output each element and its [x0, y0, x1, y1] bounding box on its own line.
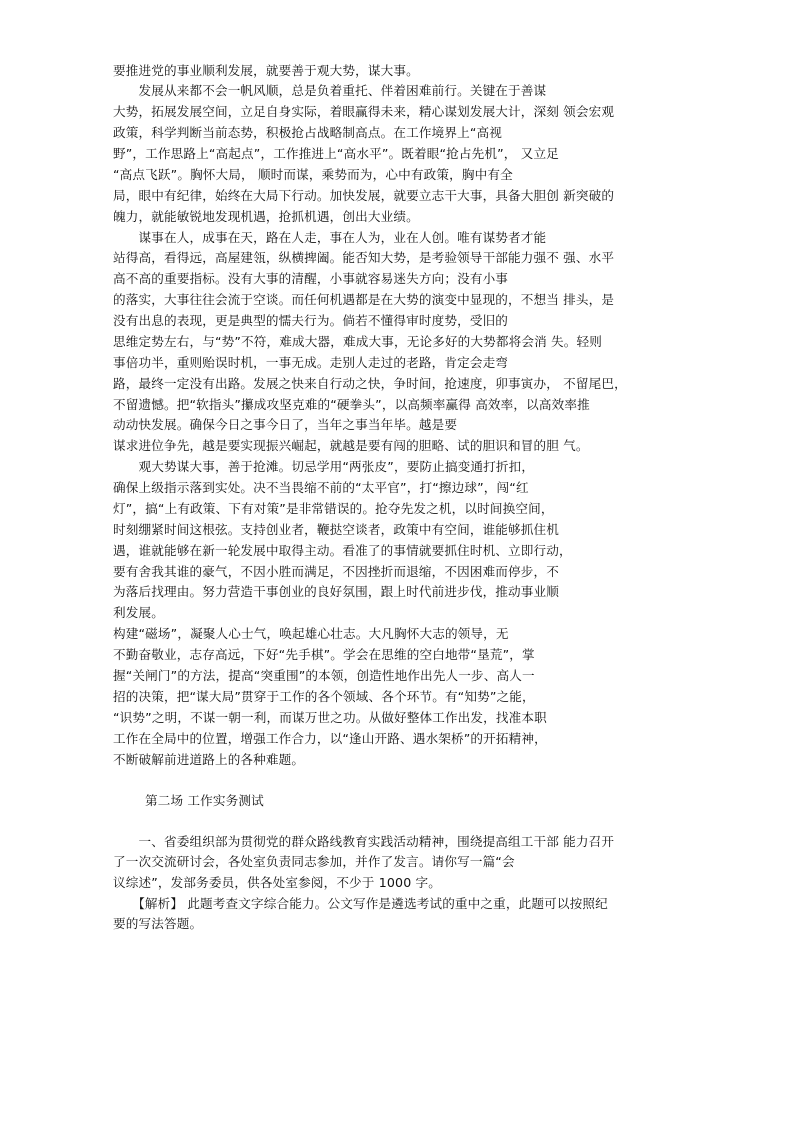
- paragraph-line: 灯”，搞“上有政策、下有对策”是非常错误的。抢夺先发之机，以时间换空间，: [113, 501, 554, 516]
- paragraph-line: 遇，谁就能够在新一轮发展中取得主动。看准了的事情就要抓住时机、立即行动，: [113, 543, 572, 558]
- paragraph-line: 不留遗憾。把“软指头”攥成攻坚克难的“硬拳头”，以高频率赢得 高效率，以高效率推: [113, 397, 590, 412]
- paragraph-line: 高不高的重要指标。没有大事的清醒，小事就容易迷失方向；没有小事: [113, 271, 509, 286]
- paragraph-line: 时刻绷紧时间这根弦。支持创业者，鞭挞空谈者，政策中有空间，谁能够抓住机: [113, 522, 560, 537]
- paragraph-line: 利发展。: [113, 605, 164, 620]
- paragraph-line: 要推进党的事业顺利发展，就要善于观大势，谋大事。: [113, 63, 419, 78]
- paragraph-line: 的落实，大事往往会流于空谈。而任何机遇都是在大势的演变中显现的，不想当 排头，是: [113, 292, 615, 307]
- paragraph-line: 谋求进位争先，越是要实现振兴崛起，就越是要有闯的胆略、试的胆识和冒的胆 气。: [113, 438, 589, 453]
- analysis-line: 要的写法答题。: [113, 916, 203, 931]
- paragraph-line: 思维定势左右，与“势”不符，难成大器，难成大事，无论多好的大势都将会消 失。轻则: [113, 334, 603, 349]
- paragraph-line: 政策，科学判断当前态势，积极抢占战略制高点。在工作境界上“高视: [113, 125, 502, 140]
- section-heading: 第二场 工作实务测试: [145, 793, 264, 808]
- paragraph-line: 没有出息的表现，更是典型的懦夫行为。倘若不懂得审时度势，受旧的: [113, 313, 509, 328]
- paragraph-line: 构建“磁场”，凝聚人心士气，唤起雄心壮志。大凡胸怀大志的领导，无: [113, 626, 509, 641]
- paragraph-line: “高点飞跃”。胸怀大局， 顺时而谋，乘势而为，心中有政策，胸中有全: [113, 167, 513, 182]
- paragraph-line: 野”，工作思路上“高起点”，工作推进上“高水平”。既着眼“抢占先机”， 又立足: [113, 146, 559, 161]
- question-line: 议综述”，发部务委员，供各处室参阅，不少于 1000 字。: [113, 875, 441, 890]
- paragraph-line: 魄力，就能敏锐地发现机遇，抢抓机遇，创出大业绩。: [113, 209, 419, 224]
- paragraph-line: 观大势谋大事，善于抢滩。切忌学用“两张皮”，要防止搞变通打折扣，: [113, 459, 535, 474]
- paragraph-line: 握“关闸门”的方法，提高“突重围”的本领，创造性地作出先人一步、高人一: [113, 668, 535, 683]
- paragraph-line: 为落后找理由。努力营造干事创业的良好氛围，跟上时代前进步伐，推动事业顺: [113, 584, 560, 599]
- paragraph-line: 事倍功半，重则贻误时机，一事无成。走别人走过的老路，肯定会走弯: [113, 355, 509, 370]
- paragraph-line: 招的决策，把“谋大局”贯穿于工作的各个领域、各个环节。有“知势”之能，: [113, 689, 535, 704]
- paragraph-line: 要有舍我其谁的豪气，不因小胜而满足，不因挫折而退缩，不因困难而停步，不: [113, 564, 560, 579]
- question-line: 了一次交流研讨会，各处室负责同志参加，并作了发言。请你写一篇“会: [113, 854, 515, 869]
- paragraph-line: 动动快发展。确保今日之事今日了，当年之事当年毕。越是要: [113, 417, 458, 432]
- paragraph-line: 站得高，看得远，高屋建瓴，纵横捭阖。能否知大势，是考验领导干部能力强不 强、水平: [113, 250, 615, 265]
- paragraph-line: 不勤奋敬业，志存高远，下好“先手棋”。学会在思维的空白地带“垦荒”，掌: [113, 647, 535, 662]
- paragraph-line: “识势”之明，不谋一朝一利，而谋万世之功。从做好整体工作出发，找准本职: [113, 710, 547, 725]
- paragraph-line: 大势，拓展发展空间，立足自身实际，着眼赢得未来，精心谋划发展大计，深刻 领会宏观: [113, 104, 615, 119]
- paragraph-line: 谋事在人，成事在天，路在人走，事在人为，业在人创。唯有谋势者才能: [113, 230, 547, 245]
- paragraph-line: 不断破解前进道路上的各种难题。: [113, 752, 305, 767]
- paragraph-line: 局，眼中有纪律，始终在大局下行动。加快发展，就要立志干大事，具备大胆创 新突破的: [113, 188, 615, 203]
- analysis-line: 【解析】 此题考查文字综合能力。公文写作是遴选考试的重中之重，此题可以按照纪: [113, 896, 608, 911]
- paragraph-line: 发展从来都不会一帆风顺，总是负着重托、伴着困难前行。关键在于善谋: [113, 83, 547, 98]
- paragraph-line: 路，最终一定没有出路。发展之快来自行动之快，争时间，抢速度，卯事寅办， 不留尾巴，: [113, 376, 627, 391]
- question-line: 一、省委组织部为贯彻党的群众路线教育实践活动精神，围绕提高组工干部 能力召开: [113, 834, 615, 849]
- paragraph-line: 确保上级指示落到实处。决不当畏缩不前的“太平官”，打“擦边球”，闯“红: [113, 480, 529, 495]
- paragraph-line: 工作在全局中的位置，增强工作合力，以“逢山开路、遇水架桥”的开拓精神，: [113, 731, 547, 746]
